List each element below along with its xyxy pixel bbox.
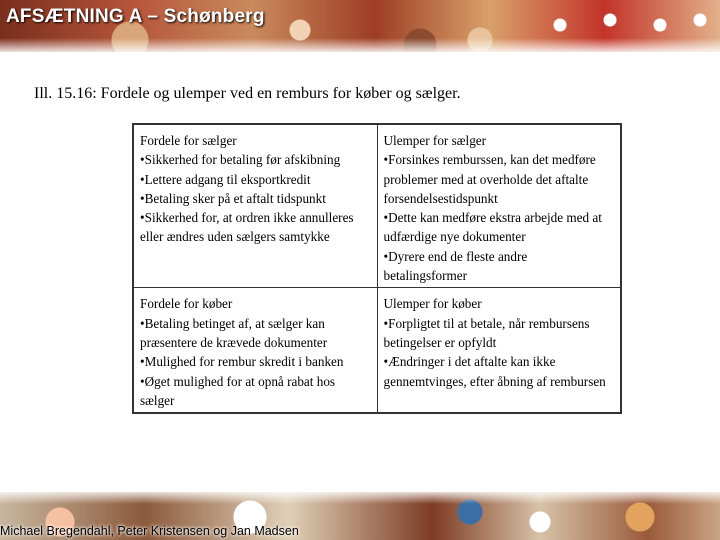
list-item: •Dyrere end de fleste andre betalingsformer: [383, 248, 528, 284]
pros-cons-table: [132, 123, 622, 414]
list-item: •Lettere adgang til eksportkredit: [140, 171, 311, 187]
list-item: •Sikkerhed for betaling før afskibning: [140, 152, 341, 168]
cell-buyer-disadvantages: [377, 288, 621, 413]
list-item: •Øget mulighed for at opnå rabat hos sælger: [140, 373, 336, 408]
slide-title: AFSÆTNING A – Schønberg: [6, 6, 265, 27]
list-item: •Dette kan medføre ekstra arbejde med at udfærdige nye dokumenter: [383, 210, 602, 245]
footer-banner-photo: [0, 492, 720, 540]
cell-heading: Ulemper for køber: [383, 296, 482, 312]
list-item: •Forpligtet til at betale, når rembursens betingelser er opfyldt: [383, 315, 590, 350]
cell-heading: Fordele for køber: [140, 296, 233, 312]
cell-heading: Ulemper for sælger: [383, 133, 487, 148]
cell-buyer-advantages: [133, 288, 377, 413]
header-banner-photo: [0, 0, 720, 52]
list-item: •Betaling betinget af, at sælger kan præsentere de krævede dokumenter: [140, 315, 328, 350]
list-item: •Forsinkes remburssen, kan det medføre problemer med at overholde det aftalte forsendelsestidspunkt: [383, 152, 596, 206]
cell-heading: Fordele for sælger: [140, 133, 237, 148]
list-item: •Mulighed for rembur skredit i banken: [140, 354, 344, 370]
table-row-buyer: [133, 288, 621, 413]
cell-seller-disadvantages: [377, 124, 621, 288]
list-item: •Betaling sker på et aftalt tidspunkt: [140, 190, 326, 206]
list-item: •Sikkerhed for, at ordren ikke annulleres eller ændres uden sælgers samtykke: [140, 210, 354, 245]
table-row-seller: [133, 124, 621, 288]
footer-authors: Michael Bregendahl, Peter Kristensen og Jan Madsen: [0, 524, 299, 538]
list-item: •Ændringer i det aftalte kan ikke gennemtvinges, efter åbning af rembursen: [383, 354, 606, 389]
cell-seller-advantages: [133, 124, 377, 288]
illustration-caption: Ill. 15.16: Fordele og ulemper ved en remburs for køber og sælger.: [34, 85, 461, 102]
